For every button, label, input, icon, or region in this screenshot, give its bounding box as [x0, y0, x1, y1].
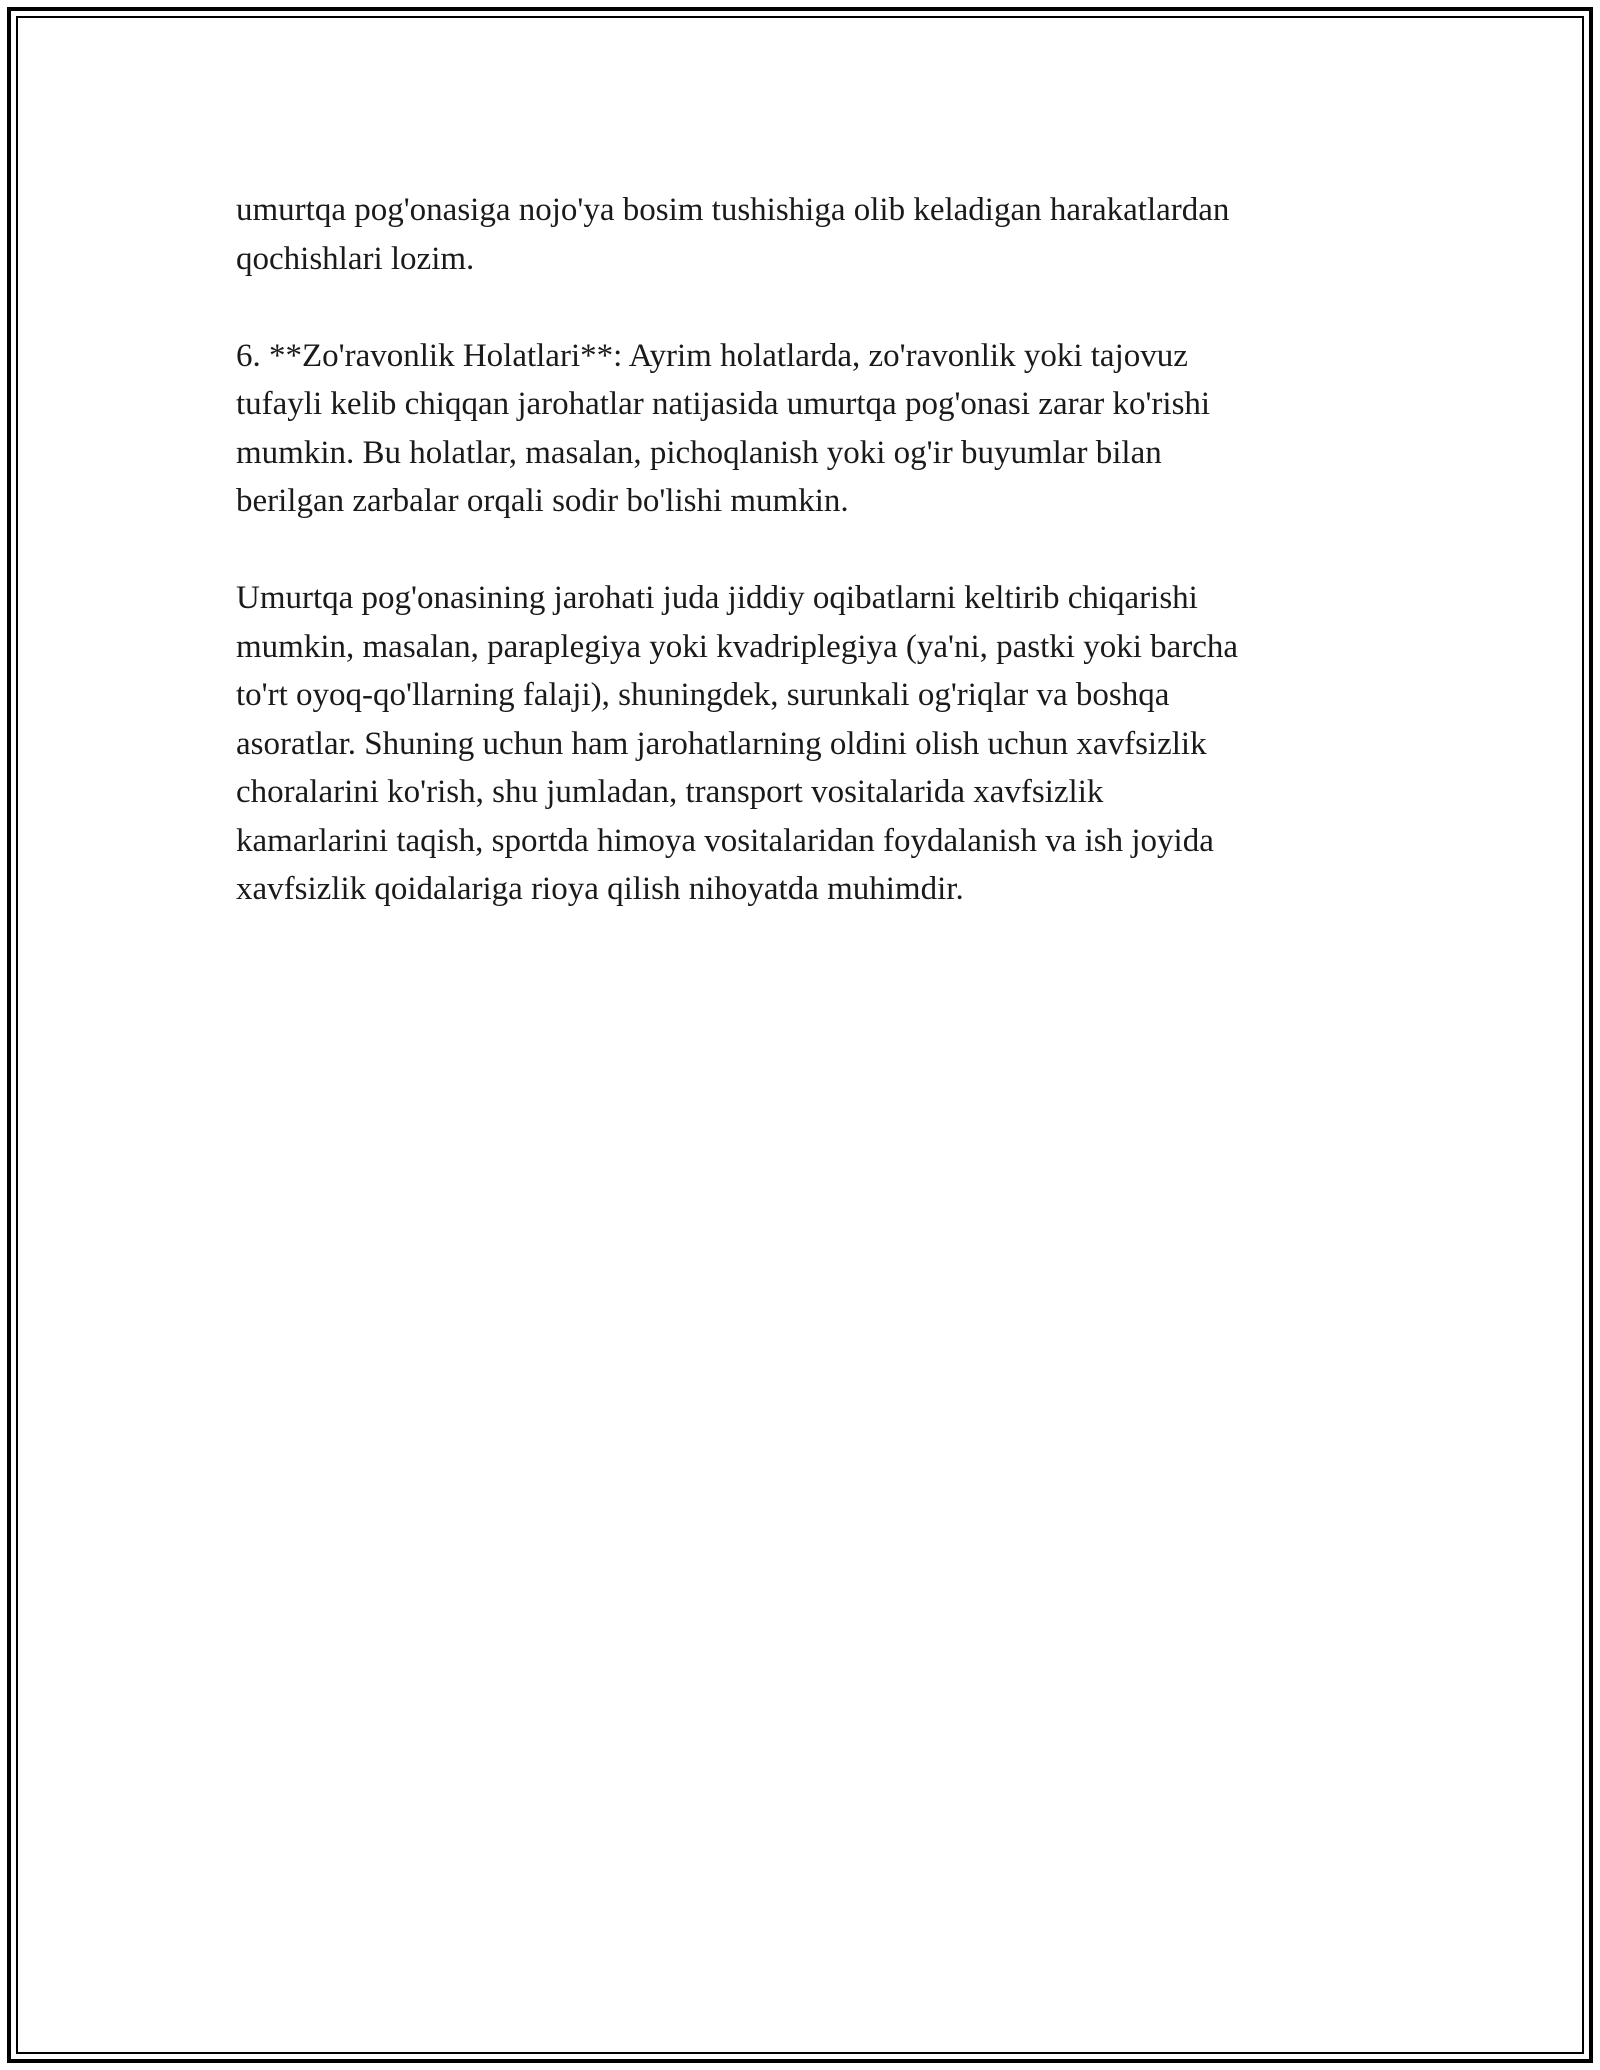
paragraph-consequences: Umurtqa pog'onasining jarohati juda jiddiy oqibatlarni keltirib chiqarishi mumkin, masalan, paraplegiya yoki kvadriplegiya (ya'ni, pastki yoki barcha to'rt oyoq-qo'llarning falaji), shuningdek, surunkali og'riqlar va boshqa asoratlar. Shuning uchun ham jarohatlarning oldini olish uchun xavfsizlik choralarini ko'rish, shu jumladan, transport vositalarida xavfsizlik kamarlarini taqish, sportda himoya vositalaridan foydalanish va ish joyida xavfsizlik qoidalariga rioya qilish nihoyatda muhimdir.	[236, 580, 1239, 907]
paragraph-violence-cases: 6. **Zo'ravonlik Holatlari**: Ayrim holatlarda, zo'ravonlik yoki tajovuz tufayli kelib chiqqan jarohatlar natijasida umurtqa pog'onasi zarar ko'rishi mumkin. Bu holatlar, masalan, pichoqlanish yoki og'ir buyumlar bilan berilgan zarbalar orqali sodir bo'lishi mumkin.	[236, 337, 1211, 519]
document-body	[236, 186, 1366, 962]
paragraph-continuation: umurtqa pog'onasiga nojo'ya bosim tushishiga olib keladigan harakatlardan qochishlari lozim.	[236, 192, 1230, 277]
